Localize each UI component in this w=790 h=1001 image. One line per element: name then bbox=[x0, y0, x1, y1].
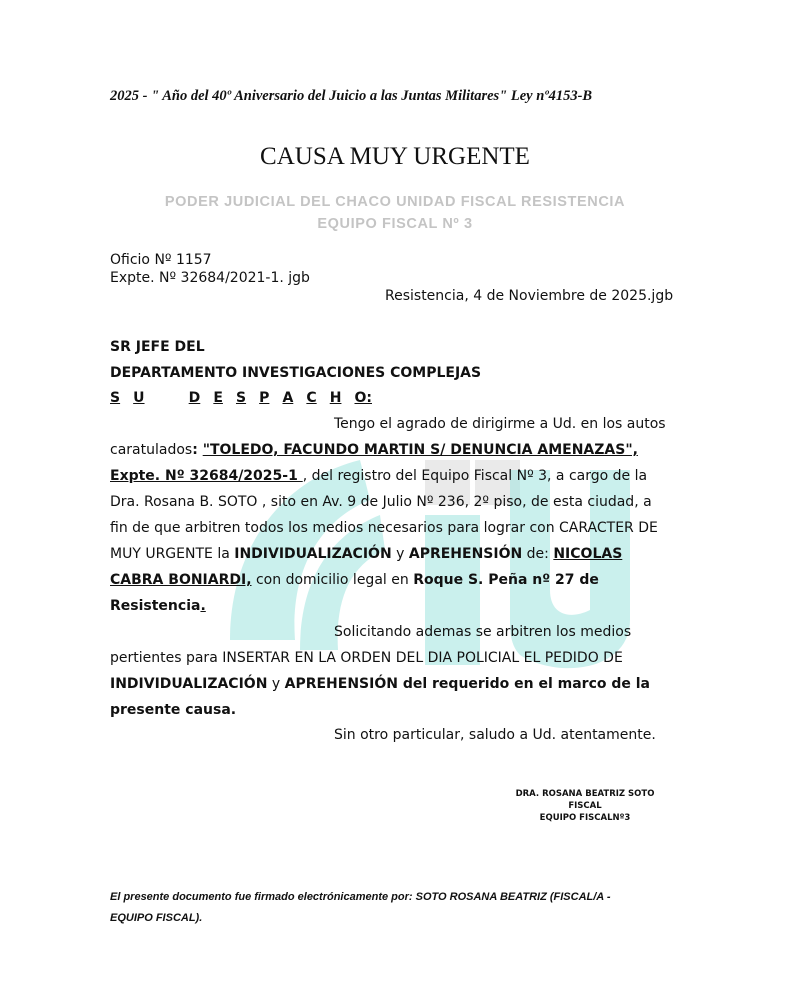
body-p1-line8 bbox=[110, 598, 681, 614]
despacho-letter: P bbox=[259, 390, 270, 406]
despacho-letter: D bbox=[188, 390, 201, 406]
electronic-signature-note bbox=[110, 887, 685, 929]
subject-first-name: NICOLAS bbox=[553, 546, 623, 562]
despacho-letter: E bbox=[213, 390, 223, 406]
text-caratulados: caratulados bbox=[110, 442, 193, 458]
footer-line-1 bbox=[110, 887, 685, 908]
body-p2-line3 bbox=[110, 676, 681, 692]
body-p1-line1: Tengo el agrado de dirigirme a Ud. en los autos bbox=[334, 416, 666, 432]
body-p1-line5: fin de que arbitren todos los medios necesarios para lograr con CARACTER DE bbox=[110, 520, 658, 536]
despacho-letter: A bbox=[282, 390, 294, 406]
despacho-gap bbox=[158, 390, 176, 406]
place-date: Resistencia, 4 de Noviembre de 2025.jgb bbox=[385, 288, 674, 304]
watermark-block-1 bbox=[425, 515, 480, 665]
despacho-letter: S bbox=[235, 390, 247, 406]
body-p1-line3 bbox=[110, 468, 681, 484]
text-muy-urgente: MUY URGENTE la bbox=[110, 546, 235, 562]
signer-name: DRA. ROSANA BEATRIZ SOTO bbox=[515, 789, 655, 799]
fiscal-team-name: EQUIPO FISCAL Nº 3 bbox=[317, 216, 473, 232]
expte-number: Expte. Nº 32684/2021-1. jgb bbox=[110, 270, 310, 286]
subject-city: Resistencia bbox=[110, 598, 201, 614]
body-p2-line4: presente causa. bbox=[110, 702, 237, 718]
footer-text-1: El presente documento fue firmado electrónicamente por: SOTO ROSANA BEATRIZ (FISCAL/A - bbox=[110, 891, 611, 903]
subject-address: Roque S. Peña nº 27 de bbox=[413, 572, 599, 588]
subject-last-name: CABRA BONIARDI, bbox=[110, 572, 252, 588]
text-de: de: bbox=[522, 546, 554, 562]
body-p1-line4: Dra. Rosana B. SOTO , sito en Av. 9 de Julio Nº 236, 2º piso, de esta ciudad, a bbox=[110, 494, 652, 510]
text-registro: , del registro del Equipo Fiscal Nº 3, a cargo de la bbox=[302, 468, 648, 484]
closing-line: Sin otro particular, saludo a Ud. atentamente. bbox=[334, 727, 656, 743]
text-individualizacion-2: INDIVIDUALIZACIÓN bbox=[110, 676, 268, 692]
text-individualizacion: INDIVIDUALIZACIÓN bbox=[234, 546, 392, 562]
addressee-line-1: SR JEFE DEL bbox=[110, 339, 205, 355]
text-aprehension-2: APREHENSIÓN del requerido en el marco de la bbox=[284, 676, 650, 692]
text-colon: : bbox=[192, 442, 203, 458]
despacho-letter: O: bbox=[354, 390, 372, 406]
court-name: PODER JUDICIAL DEL CHACO UNIDAD FISCAL RESISTENCIA bbox=[164, 194, 626, 210]
text-domicilio: con domicilio legal en bbox=[251, 572, 414, 588]
despacho-letter: S bbox=[110, 390, 121, 406]
signature-block bbox=[480, 788, 690, 824]
body-p1-line6 bbox=[110, 546, 681, 562]
page-title: CAUSA MUY URGENTE bbox=[260, 143, 530, 170]
body-p2-line1: Solicitando ademas se arbitren los medios bbox=[334, 624, 632, 640]
text-period: . bbox=[200, 598, 206, 614]
year-motto-header: 2025 - " Año del 40º Aniversario del Juicio a las Juntas Militares" Ley nº4153-B bbox=[110, 88, 593, 104]
body-p1-line2 bbox=[110, 442, 681, 458]
despacho-letter: U bbox=[133, 390, 145, 406]
text-y: y bbox=[391, 546, 409, 562]
text-y-2: y bbox=[267, 676, 285, 692]
signer-office: EQUIPO FISCALNº3 bbox=[539, 813, 631, 823]
case-title: "TOLEDO, FACUNDO MARTIN S/ DENUNCIA AMENAZAS", bbox=[202, 442, 638, 458]
su-despacho bbox=[110, 390, 372, 406]
despacho-letter: C bbox=[306, 390, 317, 406]
text-aprehension: APREHENSIÓN bbox=[408, 546, 523, 562]
body-p1-line7 bbox=[110, 572, 681, 588]
case-expte: Expte. Nº 32684/2025-1 bbox=[110, 468, 303, 484]
addressee-line-2: DEPARTAMENTO INVESTIGACIONES COMPLEJAS bbox=[110, 365, 482, 381]
despacho-letter: H bbox=[329, 390, 342, 406]
footer-line-2: EQUIPO FISCAL). bbox=[110, 912, 203, 924]
body-p2-line2: pertientes para INSERTAR EN LA ORDEN DEL DIA POLICIAL EL PEDIDO DE bbox=[110, 650, 623, 666]
oficio-number: Oficio Nº 1157 bbox=[110, 252, 212, 268]
signer-role: FISCAL bbox=[568, 801, 602, 811]
